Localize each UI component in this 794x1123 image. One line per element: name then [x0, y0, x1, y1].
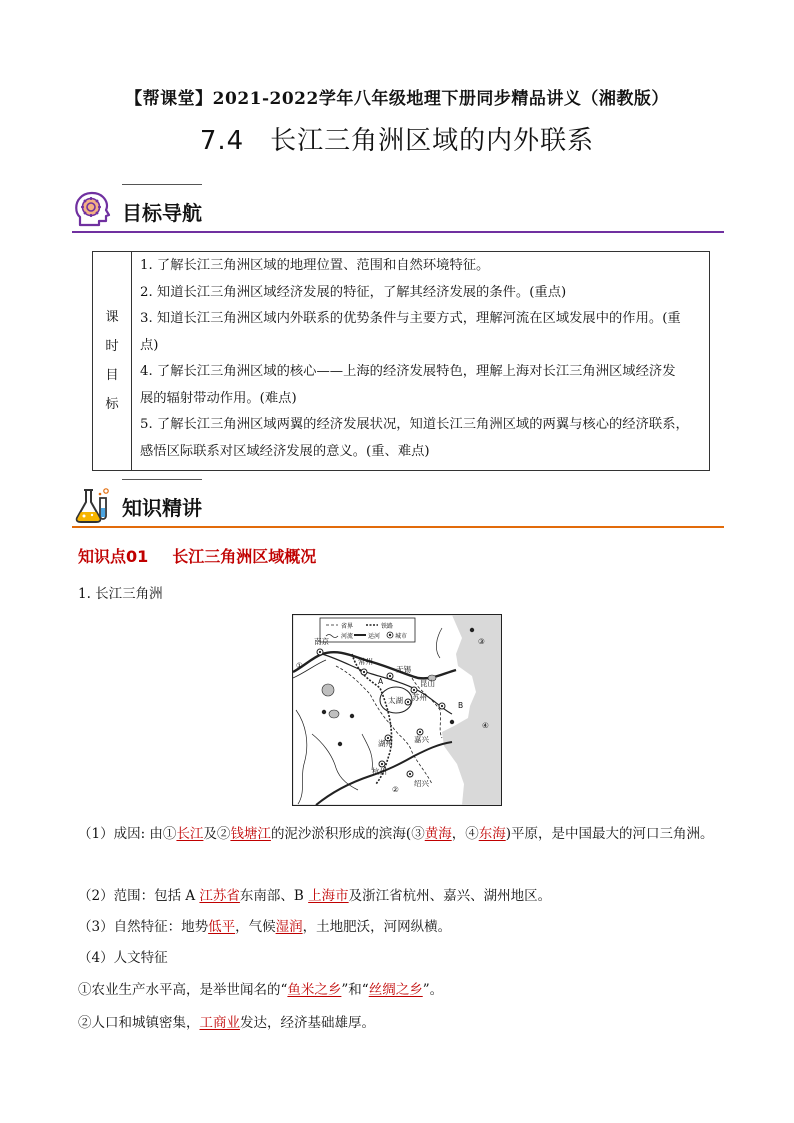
section-goals-label: 目标导航: [122, 201, 202, 225]
goal-line: 3. 知道长江三角洲区域内外联系的优势条件与主要方式，理解河流在区域发展中的作用。(重: [140, 311, 681, 326]
legend-item: 省界: [341, 623, 354, 630]
answer: 湿润: [275, 919, 303, 935]
goal-line: 点): [140, 337, 159, 353]
para-range: [78, 884, 551, 904]
knowledge-point-number: 知识点01: [78, 547, 149, 566]
goal-line: 5. 了解长江三角洲区域两翼的经济发展状况，知道长江三角洲区域的两翼与核心的经济联系，: [140, 417, 689, 432]
map-label: 嘉兴: [414, 735, 429, 744]
section-knowledge-header: [72, 484, 724, 524]
goal-line: 感悟区际联系对区域经济发展的意义。(重、难点): [140, 443, 430, 459]
legend-item: 铁路: [381, 623, 394, 630]
para-cause: [78, 822, 714, 842]
text: 及浙江省杭州、嘉兴、湖州地区。: [348, 888, 552, 904]
answer: 长江: [176, 826, 204, 842]
text: ，土地肥沃，河网纵横。: [302, 919, 452, 935]
map-label: 太湖: [388, 696, 403, 705]
text: 及②: [203, 826, 231, 842]
map-label: 苏州: [412, 693, 427, 702]
text: 的泥沙淤积形成的滨海(③: [270, 826, 425, 842]
text: ，气候: [235, 919, 276, 935]
map-label: 绍兴: [414, 779, 429, 788]
map-label: 杭州: [372, 767, 387, 776]
goal-line: 1. 了解长江三角洲区域的地理位置、范围和自然环境特征。: [140, 258, 490, 273]
lesson-name: 长江三角洲区域的内外联系: [270, 126, 595, 156]
legend-item: 城市: [395, 633, 408, 640]
goals-side-label: [93, 252, 132, 470]
answer: 东海: [478, 826, 506, 842]
map-label: ④: [482, 721, 489, 730]
text: 发达，经济基础雄厚。: [240, 1015, 375, 1031]
lesson-number: 7.4: [199, 126, 245, 156]
section-knowledge-rule: [72, 526, 724, 528]
text: ②人口和城镇密集，: [78, 1015, 200, 1031]
para-population: [78, 1011, 375, 1031]
answer: 上海市: [308, 888, 349, 904]
text: ，④: [451, 826, 479, 842]
legend-item: 河流: [341, 633, 354, 640]
text: （1）成因: 由①: [78, 826, 177, 842]
map-label: ②: [392, 785, 399, 794]
goals-body: [132, 252, 709, 470]
answer: 低平: [208, 919, 236, 935]
yangtze-delta-map: [292, 614, 502, 806]
text: ①农业生产水平高，是举世闻名的“: [78, 982, 288, 998]
answer: 工商业: [199, 1015, 240, 1031]
map-label: ③: [478, 637, 485, 646]
map-label: ①: [296, 661, 303, 670]
side-char: 时: [105, 339, 119, 354]
knowledge-point-name: 长江三角洲区域概况: [172, 547, 317, 566]
para-human: （4）人文特征: [78, 950, 168, 966]
map-label: 无锡: [396, 665, 411, 674]
map-label: 湖州: [378, 739, 393, 748]
answer: 丝绸之乡: [368, 982, 423, 998]
side-char: 标: [105, 397, 119, 412]
text: （3）自然特征：地势: [78, 919, 209, 935]
legend-item: 运河: [368, 633, 381, 640]
header-decor-line: [122, 184, 202, 185]
side-char: 课: [105, 310, 119, 325]
goal-line: 4. 了解长江三角洲区域的核心——上海的经济发展特色，理解上海对长江三角洲区域经济发: [140, 364, 676, 379]
map-label: B: [458, 701, 464, 710]
goals-table: [92, 251, 710, 471]
section-goals-header: [72, 189, 724, 229]
text: ”。: [422, 982, 444, 998]
series-title: 【帮课堂】2021-2022学年八年级地理下册同步精品讲义（湘教版）: [125, 89, 669, 109]
text: )平原，是中国最大的河口三角洲。: [505, 826, 714, 842]
goal-line: 展的辐射带动作用。(难点): [140, 390, 297, 406]
map-label: A: [378, 677, 384, 686]
text: ”和“: [341, 982, 369, 998]
answer: 黄海: [424, 826, 452, 842]
goal-line: 2. 知道长江三角洲区域经济发展的特征，了解其经济发展的条件。(重点): [140, 284, 567, 300]
side-char: 目: [105, 368, 119, 383]
section-goals-rule: [72, 231, 724, 233]
header-decor-line: [122, 479, 202, 480]
text: （2）范围：包括 A: [78, 888, 200, 904]
para-agriculture: [78, 978, 443, 998]
flask-icon: [72, 484, 112, 524]
map-label: 昆山: [420, 679, 435, 688]
answer: 鱼米之乡: [287, 982, 342, 998]
para-natural: [78, 915, 451, 935]
map-label: 南京: [314, 637, 329, 646]
subheading: 1. 长江三角洲: [78, 586, 163, 602]
text: 东南部、B: [239, 888, 309, 904]
answer: 江苏省: [199, 888, 240, 904]
knowledge-point-title: [78, 544, 316, 567]
head-gears-icon: [72, 189, 112, 229]
lesson-title: [0, 120, 794, 157]
section-knowledge-label: 知识精讲: [122, 496, 202, 520]
map-label: 常州: [358, 657, 373, 666]
answer: 钱塘江: [230, 826, 271, 842]
